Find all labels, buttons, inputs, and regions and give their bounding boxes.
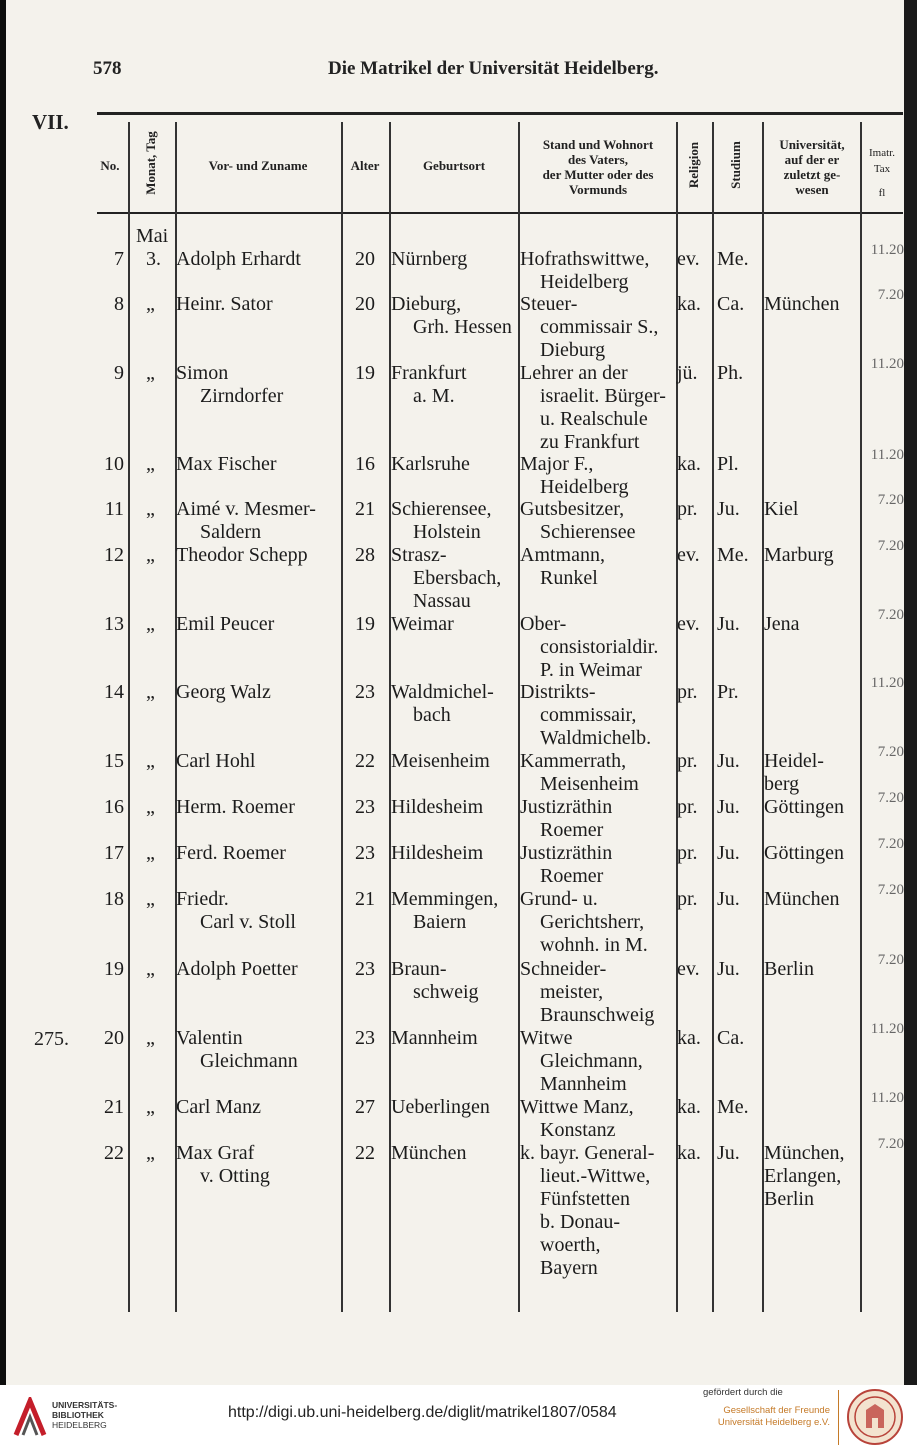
- row-parent: Schierensee: [540, 521, 636, 543]
- row-day: „: [146, 842, 155, 864]
- row-day: „: [146, 1096, 155, 1118]
- row-name: Friedr.: [176, 888, 229, 910]
- row-parent: zu Frankfurt: [540, 431, 640, 453]
- row-name: v. Otting: [200, 1165, 270, 1187]
- margin-note: 275.: [34, 1028, 69, 1050]
- row-day: „: [146, 750, 155, 772]
- row-name: Heinr. Sator: [176, 293, 273, 315]
- row-parent: meister,: [540, 981, 604, 1003]
- row-religion: pr.: [677, 498, 698, 520]
- header-stand: Stand und Wohnort des Vaters, der Mutter oder des Vormunds: [542, 137, 654, 197]
- table-top-rule: [97, 112, 903, 115]
- row-parent: lieut.-Wittwe,: [540, 1165, 651, 1187]
- row-age: 21: [355, 498, 375, 520]
- row-age: 23: [355, 842, 375, 864]
- page-number: 578: [93, 58, 122, 79]
- row-age: 27: [355, 1096, 375, 1118]
- row-birthplace: Baiern: [413, 911, 467, 933]
- row-parent: u. Realschule: [540, 408, 648, 430]
- row-parent: Major F.,: [520, 453, 594, 475]
- row-tax: 11.20: [870, 675, 904, 691]
- row-tax: 11.20: [870, 242, 904, 258]
- row-number: 8: [114, 293, 124, 315]
- row-prev-university: Göttingen: [764, 796, 844, 818]
- row-parent: P. in Weimar: [540, 659, 642, 681]
- row-parent: Amtmann,: [520, 544, 605, 566]
- section-mark: VII.: [32, 110, 69, 134]
- header-religion: Religion: [686, 141, 701, 189]
- row-parent: consistorialdir.: [540, 636, 659, 658]
- row-tax: 7.20: [877, 607, 904, 623]
- row-name: Adolph Poetter: [176, 958, 298, 980]
- table-header-rule: [97, 212, 903, 214]
- row-study: Ju.: [717, 842, 740, 864]
- row-parent: Braunschweig: [540, 1004, 655, 1026]
- row-age: 16: [355, 453, 375, 475]
- library-logo-icon: [12, 1397, 48, 1437]
- row-parent: wohnh. in M.: [540, 934, 648, 956]
- row-study: Me.: [717, 1096, 749, 1118]
- row-name: Emil Peucer: [176, 613, 275, 635]
- row-study: Ju.: [717, 1142, 740, 1164]
- row-parent: Runkel: [540, 567, 598, 589]
- row-parent: k. bayr. General-: [520, 1142, 655, 1164]
- row-number: 18: [104, 888, 124, 910]
- row-study: Pl.: [717, 453, 739, 475]
- row-number: 16: [104, 796, 124, 818]
- row-tax: 11.20: [870, 356, 904, 372]
- row-tax: 7.20: [877, 287, 904, 303]
- row-name: Valentin: [176, 1027, 243, 1049]
- row-parent: Kammerrath,: [520, 750, 627, 772]
- row-name: Theodor Schepp: [176, 544, 308, 566]
- row-day: „: [146, 544, 155, 566]
- row-birthplace: Dieburg,: [391, 293, 462, 315]
- row-day: „: [146, 958, 155, 980]
- row-birthplace: Grh. Hessen: [413, 316, 512, 338]
- row-religion: jü.: [677, 362, 698, 384]
- row-number: 7: [114, 248, 124, 270]
- row-study: Me.: [717, 248, 749, 270]
- row-birthplace: Holstein: [413, 521, 481, 543]
- row-birthplace: a. M.: [413, 385, 455, 407]
- row-day: „: [146, 362, 155, 384]
- row-name: Saldern: [200, 521, 262, 543]
- row-number: 14: [104, 681, 124, 703]
- row-tax: 11.20: [870, 1021, 904, 1037]
- row-religion: ev.: [677, 613, 700, 635]
- sponsor-label: gefördert durch die: [703, 1387, 783, 1398]
- row-study: Ju.: [717, 796, 740, 818]
- row-parent: Gleichmann,: [540, 1050, 643, 1072]
- row-prev-university: Heidel-: [764, 750, 824, 772]
- row-parent: Justizräthin: [520, 796, 613, 818]
- row-prev-university: Jena: [764, 613, 800, 635]
- row-parent: commissair S.,: [540, 316, 659, 338]
- row-day: „: [146, 1027, 155, 1049]
- row-number: 17: [104, 842, 124, 864]
- row-tax: 7.20: [877, 790, 904, 806]
- row-study: Ju.: [717, 750, 740, 772]
- row-name: Carl v. Stoll: [200, 911, 296, 933]
- row-religion: pr.: [677, 681, 698, 703]
- row-age: 23: [355, 796, 375, 818]
- row-parent: Heidelberg: [540, 271, 629, 293]
- row-day: „: [146, 1142, 155, 1164]
- row-prev-university: Göttingen: [764, 842, 844, 864]
- row-tax: 7.20: [877, 744, 904, 760]
- row-birthplace: Hildesheim: [391, 842, 484, 864]
- row-birthplace: Braun-: [391, 958, 447, 980]
- permalink[interactable]: http://digi.ub.uni-heidelberg.de/diglit/matrikel1807/0584: [228, 1404, 617, 1421]
- row-study: Ju.: [717, 888, 740, 910]
- row-religion: ka.: [677, 1142, 701, 1164]
- row-number: 22: [104, 1142, 124, 1164]
- col-rule: [128, 122, 130, 1312]
- row-name: Georg Walz: [176, 681, 271, 703]
- row-study: Ju.: [717, 613, 740, 635]
- footer-divider: [838, 1390, 839, 1445]
- row-tax: 7.20: [877, 1136, 904, 1152]
- row-parent: Roemer: [540, 865, 604, 887]
- row-tax: 7.20: [877, 538, 904, 554]
- row-study: Ju.: [717, 958, 740, 980]
- row-name: Ferd. Roemer: [176, 842, 286, 864]
- row-name: Max Graf: [176, 1142, 255, 1164]
- col-rule: [712, 122, 714, 1312]
- row-parent: Fünfstetten: [540, 1188, 630, 1210]
- row-birthplace: Ueberlingen: [391, 1096, 490, 1118]
- row-name: Adolph Erhardt: [176, 248, 301, 270]
- row-parent: Gutsbesitzer,: [520, 498, 625, 520]
- row-birthplace: Mannheim: [391, 1027, 478, 1049]
- header-tax: Imatr. Tax fl: [869, 147, 895, 199]
- society-name: Gesellschaft der Freunde Universität Heidelberg e.V.: [717, 1405, 830, 1428]
- row-birthplace: Frankfurt: [391, 362, 467, 384]
- row-number: 9: [114, 362, 124, 384]
- row-parent: woerth,: [540, 1234, 601, 1256]
- row-number: 21: [104, 1096, 124, 1118]
- row-age: 23: [355, 1027, 375, 1049]
- header-monat-tag: Monat, Tag: [143, 131, 158, 195]
- row-number: 19: [104, 958, 124, 980]
- university-seal-icon: [846, 1388, 904, 1446]
- running-title: Die Matrikel der Universität Heidelberg.: [328, 58, 659, 79]
- row-number: 11: [104, 498, 124, 520]
- row-parent: b. Donau-: [540, 1211, 620, 1233]
- row-parent: israelit. Bürger-: [540, 385, 666, 407]
- row-prev-university: München,: [764, 1142, 845, 1164]
- row-birthplace: Memmingen,: [391, 888, 499, 910]
- row-study: Ju.: [717, 498, 740, 520]
- row-study: Ca.: [717, 1027, 745, 1049]
- row-parent: Konstanz: [540, 1119, 616, 1141]
- row-name: Herm. Roemer: [176, 796, 295, 818]
- row-tax: 7.20: [877, 492, 904, 508]
- row-number: 13: [104, 613, 124, 635]
- row-age: 19: [355, 613, 375, 635]
- row-name: Gleichmann: [200, 1050, 298, 1072]
- row-study: Pr.: [717, 681, 739, 703]
- row-birthplace: Ebersbach,: [413, 567, 502, 589]
- row-age: 22: [355, 1142, 375, 1164]
- row-parent: Justizräthin: [520, 842, 613, 864]
- row-parent: Ober-: [520, 613, 567, 635]
- row-parent: Bayern: [540, 1257, 598, 1279]
- row-name: Simon: [176, 362, 229, 384]
- header-name: Vor- und Zuname: [208, 158, 308, 173]
- row-tax: 11.20: [870, 447, 904, 463]
- row-name: Carl Manz: [176, 1096, 261, 1118]
- row-tax: 7.20: [877, 836, 904, 852]
- row-name: Zirndorfer: [200, 385, 284, 407]
- row-number: 12: [104, 544, 124, 566]
- header-alter: Alter: [350, 158, 380, 173]
- row-religion: ev.: [677, 544, 700, 566]
- row-parent: commissair,: [540, 704, 637, 726]
- row-prev-university: Marburg: [764, 544, 834, 566]
- row-religion: ka.: [677, 293, 701, 315]
- row-religion: ka.: [677, 1027, 701, 1049]
- row-parent: Mannheim: [540, 1073, 627, 1095]
- row-age: 23: [355, 681, 375, 703]
- row-parent: Schneider-: [520, 958, 607, 980]
- row-birthplace: Weimar: [391, 613, 454, 635]
- row-parent: Witwe: [520, 1027, 573, 1049]
- library-name: UNIVERSITÄTS- BIBLIOTHEK HEIDELBERG: [52, 1400, 118, 1430]
- row-day: „: [146, 796, 155, 818]
- row-birthplace: Hildesheim: [391, 796, 484, 818]
- row-parent: Roemer: [540, 819, 604, 841]
- row-religion: pr.: [677, 888, 698, 910]
- row-age: 20: [355, 248, 375, 270]
- row-day: „: [146, 293, 155, 315]
- row-day: „: [146, 498, 155, 520]
- row-prev-university: Berlin: [764, 1188, 814, 1210]
- row-religion: pr.: [677, 842, 698, 864]
- row-birthplace: Nassau: [413, 590, 471, 612]
- row-tax: 11.20: [870, 1090, 904, 1106]
- row-birthplace: Nürnberg: [391, 248, 468, 270]
- row-parent: Dieburg: [540, 339, 606, 361]
- row-religion: ka.: [677, 453, 701, 475]
- row-study: Ca.: [717, 293, 745, 315]
- header-studium: Studium: [728, 141, 743, 189]
- row-age: 22: [355, 750, 375, 772]
- row-age: 20: [355, 293, 375, 315]
- row-parent: Hofrathswittwe,: [520, 248, 650, 270]
- row-study: Ph.: [717, 362, 744, 384]
- row-age: 21: [355, 888, 375, 910]
- row-prev-university: Kiel: [764, 498, 799, 520]
- row-religion: ev.: [677, 958, 700, 980]
- row-age: 28: [355, 544, 375, 566]
- header-geburtsort: Geburtsort: [422, 158, 486, 173]
- row-religion: ev.: [677, 248, 700, 270]
- row-prev-university: München: [764, 293, 840, 315]
- row-birthplace: bach: [413, 704, 451, 726]
- row-birthplace: Karlsruhe: [391, 453, 470, 475]
- month-label: Mai: [136, 225, 169, 247]
- row-birthplace: Strasz-: [391, 544, 447, 566]
- row-religion: pr.: [677, 750, 698, 772]
- row-religion: ka.: [677, 1096, 701, 1118]
- row-birthplace: Schierensee,: [391, 498, 492, 520]
- row-prev-university: München: [764, 888, 840, 910]
- row-name: Aimé v. Mesmer-: [176, 498, 316, 520]
- header-no: No.: [100, 158, 120, 173]
- row-name: Carl Hohl: [176, 750, 256, 772]
- page-edge: [904, 0, 917, 1385]
- row-parent: Meisenheim: [540, 773, 639, 795]
- row-parent: Wittwe Manz,: [520, 1096, 634, 1118]
- row-age: 23: [355, 958, 375, 980]
- row-parent: Waldmichelb.: [540, 727, 652, 749]
- row-parent: Gerichtsherr,: [540, 911, 645, 933]
- row-parent: Heidelberg: [540, 476, 629, 498]
- row-parent: Grund- u.: [520, 888, 598, 910]
- row-name: Max Fischer: [176, 453, 277, 475]
- row-number: 20: [104, 1027, 124, 1049]
- row-religion: pr.: [677, 796, 698, 818]
- row-age: 19: [355, 362, 375, 384]
- row-parent: Lehrer an der: [520, 362, 628, 384]
- row-day: „: [146, 613, 155, 635]
- header-universitaet: Universität, auf der er zuletzt ge- wesen: [779, 137, 845, 197]
- row-prev-university: berg: [764, 773, 800, 795]
- row-number: 10: [104, 453, 124, 475]
- row-day: „: [146, 681, 155, 703]
- row-prev-university: Erlangen,: [764, 1165, 842, 1187]
- row-tax: 7.20: [877, 952, 904, 968]
- row-birthplace: München: [391, 1142, 467, 1164]
- row-birthplace: schweig: [413, 981, 479, 1003]
- row-parent: Distrikts-: [520, 681, 596, 703]
- row-day: „: [146, 453, 155, 475]
- row-prev-university: Berlin: [764, 958, 814, 980]
- row-study: Me.: [717, 544, 749, 566]
- row-day: „: [146, 888, 155, 910]
- row-number: 15: [104, 750, 124, 772]
- row-day: 3.: [146, 248, 161, 270]
- row-birthplace: Waldmichel-: [391, 681, 494, 703]
- row-tax: 7.20: [877, 882, 904, 898]
- row-parent: Steuer-: [520, 293, 578, 315]
- row-birthplace: Meisenheim: [391, 750, 490, 772]
